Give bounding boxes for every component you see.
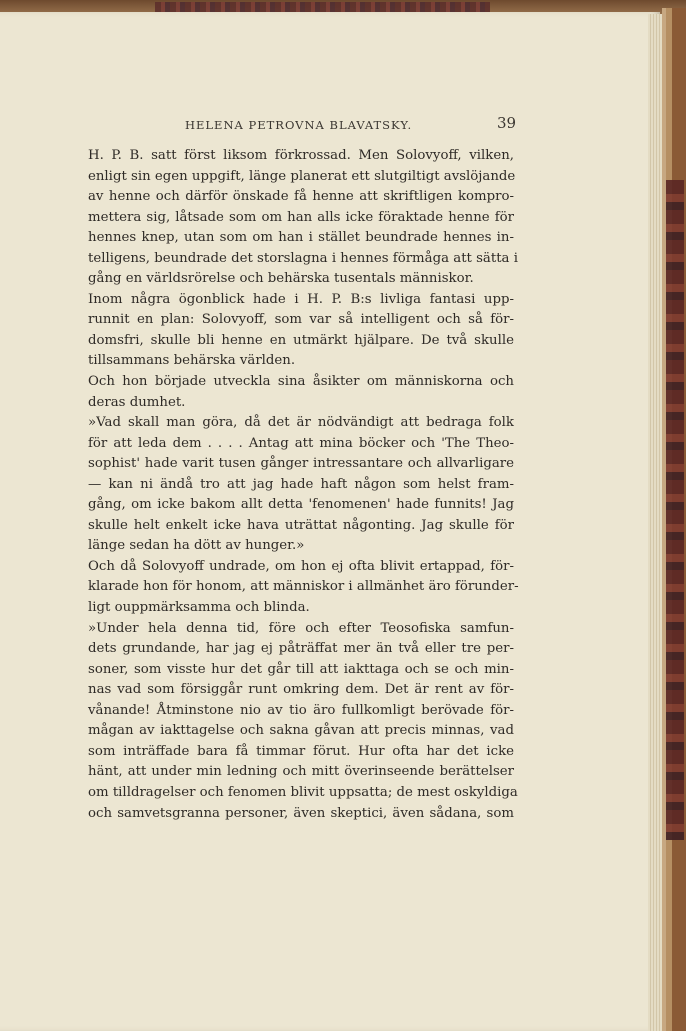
body-text: [88, 146, 519, 824]
running-head: HELENA PETROVNA BLAVATSKY.: [185, 118, 413, 132]
text-line: deras dumhet.: [88, 394, 186, 410]
text-line: domsfri, skulle bli henne en utmärkt hjälpare. De två skulle: [88, 332, 514, 348]
page-edges: [648, 14, 662, 1031]
text-line: Och hon började utveckla sina åsikter om människorna och: [88, 374, 514, 390]
text-line: — kan ni ändå tro att jag hade haft någon som helst fram-: [88, 476, 514, 492]
text-line: vånande! Åtminstone nio av tio äro fullkomligt berövade för-: [88, 702, 514, 718]
text-line: nas vad som försiggår runt omkring dem. Det är rent av för-: [88, 682, 514, 698]
text-line: H. P. B. satt först liksom förkrossad. Men Solovyoff, vilken,: [88, 148, 514, 163]
text-line: mågan av iakttagelse och sakna gåvan att precis minnas, vad: [88, 723, 514, 739]
text-line: telligens, beundrade det storslagna i hennes förmåga att sätta i: [88, 250, 518, 266]
text-line: enligt sin egen uppgift, länge planerat ett slutgiltigt avslöjande: [88, 168, 516, 184]
text-line: länge sedan ha dött av hunger.»: [88, 538, 305, 554]
text-line: Och då Solovyoff undrade, om hon ej ofta blivit ertappad, för-: [88, 558, 514, 574]
text-line: av henne och därför önskade få henne att skriftligen kompro-: [88, 189, 514, 205]
text-line: hennes knep, utan som om han i stället beundrade hennes in-: [88, 230, 514, 246]
text-line: »Vad skall man göra, då det är nödvändigt att bedraga folk: [88, 415, 514, 431]
book-spine-strip: [666, 180, 684, 840]
text-line: soner, som visste hur det går till att iakttaga och se och min-: [88, 661, 514, 677]
text-line: för att leda dem . . . . Antag att mina böcker och 'The Theo-: [88, 435, 514, 451]
text-line: gång en världsrörelse och behärska tusentals människor.: [88, 271, 474, 287]
text-line: skulle helt enkelt icke hava uträttat någonting. Jag skulle för: [88, 517, 514, 533]
text-line: runnit en plan: Solovyoff, som var så intelligent och så för-: [88, 312, 514, 328]
text-line: som inträffade bara få timmar förut. Hur ofta har det icke: [88, 743, 514, 759]
text-line: Inom några ögonblick hade i H. P. B:s livliga fantasi upp-: [88, 291, 514, 307]
text-line: sophist' hade varit tusen gånger intressantare och allvarligare: [88, 456, 514, 472]
text-line: gång, om icke bakom allt detta 'fenomenen' hade funnits! Jag: [88, 497, 514, 513]
text-line: om tilldragelser och fenomen blivit uppsatta; de mest oskyldiga: [88, 784, 518, 800]
text-line: klarade hon för honom, att människor i allmänhet äro förunder-: [88, 579, 519, 595]
page-number: 39: [497, 114, 517, 132]
text-line: tillsammans behärska världen.: [88, 353, 296, 369]
text-line: och samvetsgranna personer, även skeptici, även sådana, som: [88, 805, 514, 821]
text-line: ligt ouppmärksamma och blinda.: [88, 600, 310, 616]
text-line: dets grundande, har jag ej påträffat mer än två eller tre per-: [88, 641, 514, 657]
text-line: »Under hela denna tid, före och efter Teosofiska samfun-: [88, 620, 514, 636]
text-line: hänt, att under min ledning och mitt överinseende berättelser: [88, 764, 514, 780]
text-line: mettera sig, låtsade som om han alls icke föraktade henne för: [88, 209, 514, 225]
